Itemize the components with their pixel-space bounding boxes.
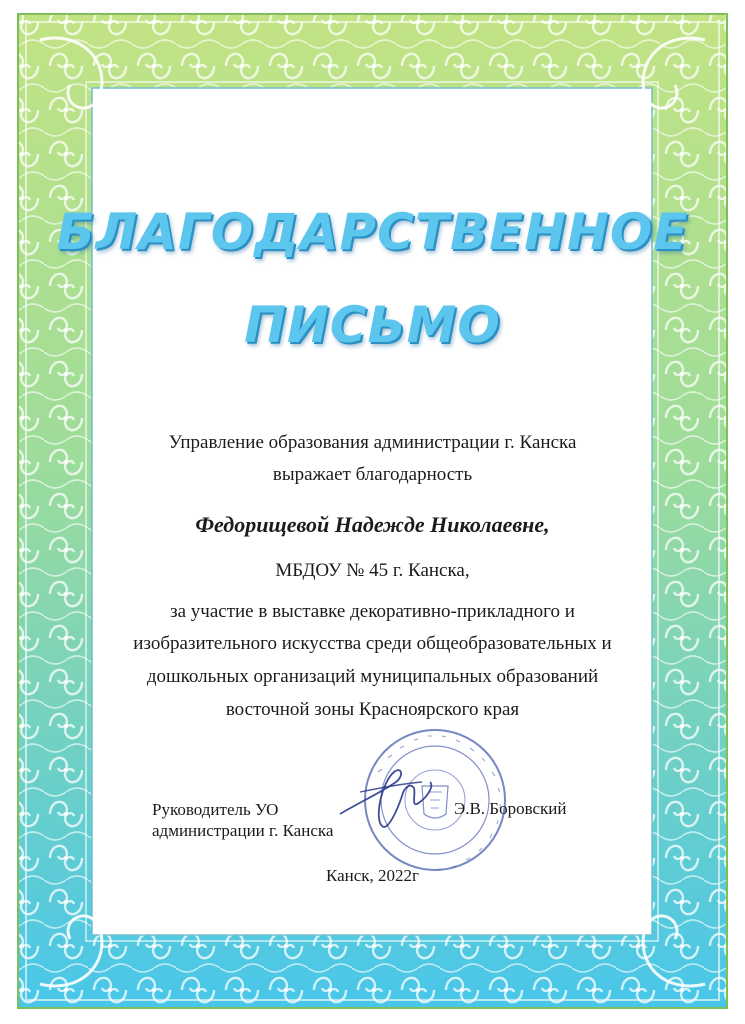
- signer-name: Э.В. Боровский: [454, 799, 567, 818]
- place-and-date: Канск, 2022г: [325, 866, 420, 885]
- document-title-line-1: БЛАГОДАРСТВЕННОЕ: [56, 203, 689, 261]
- recipient-organization: МБДОУ № 45 г. Канска,: [275, 560, 470, 581]
- document-title-line-2: ПИСЬМО: [244, 296, 501, 354]
- signer-title-line-2: администрации г. Канска: [152, 821, 334, 840]
- issuer-line-1: Управление образования администрации г. Канска: [168, 432, 577, 453]
- reason-line-4: восточной зоны Красноярского края: [225, 699, 520, 720]
- reason-line-2: изобразительного искусства среди общеобразовательных и: [133, 633, 612, 654]
- recipient-name: Федорищевой Надежде Николаевне,: [195, 512, 550, 537]
- reason-line-1: за участие в выставке декоративно-прикладного и: [170, 601, 575, 622]
- signer-title-line-1: Руководитель УО: [152, 800, 279, 819]
- signer-title: [152, 799, 333, 841]
- reason-line-3: дошкольных организаций муниципальных образований: [146, 666, 599, 687]
- issuer-line-2: выражает благодарность: [272, 464, 473, 485]
